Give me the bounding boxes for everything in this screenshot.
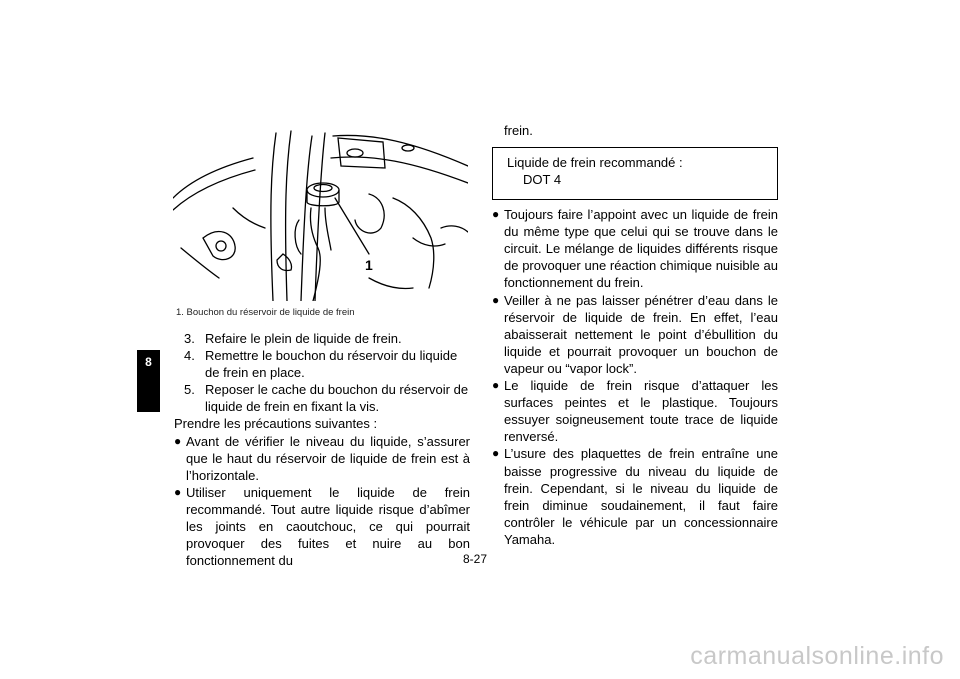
step-text: Refaire le plein de liquide de frein. [205, 331, 402, 346]
figure-caption: 1. Bouchon du réservoir de liquide de frein [176, 307, 355, 318]
recommended-fluid-box [492, 147, 778, 200]
bullet-item [492, 445, 778, 548]
figure-callout-label: 1 [365, 257, 373, 273]
bullet-icon: ● [174, 433, 182, 448]
bullet-icon: ● [492, 207, 500, 222]
chapter-tab [137, 350, 160, 412]
step-text: Remettre le bouchon du réservoir du liquide de frein en place. [205, 348, 458, 381]
bullet-text: L’usure des plaquettes de frein entraîne une baisse progressive du niveau du liquide de frein. Cependant, si le niveau du liquide de frein diminue soudainement, il faut faire contrôler le véhicule par un concessionnaire Yamaha. [504, 446, 778, 547]
bullet-text: Utiliser uniquement le liquide de frein recommandé. Tout autre liquide risque d’abîmer les joints en caoutchouc, ce qui pourrait provoquer des fuites et nuire au bon fonctionnement du [186, 484, 470, 569]
bullet-icon: ● [174, 484, 182, 499]
bullet-text: Toujours faire l’appoint avec un liquide de frein du même type que celui qui se trouve dans le circuit. Le mélange de liquides différents risque de provoquer une réaction chimique nuisible au fonctionnement du frein. [504, 207, 778, 291]
bullet-item [492, 206, 778, 291]
step-item [174, 347, 470, 381]
step-number: 5. [184, 382, 195, 398]
bullet-item [492, 377, 778, 445]
bullet-icon: ● [492, 378, 500, 393]
recommended-fluid-value: DOT 4 [523, 172, 562, 188]
left-column [174, 330, 470, 569]
brake-reservoir-illustration [173, 128, 468, 301]
step-item [174, 381, 470, 415]
step-number: 4. [184, 348, 195, 364]
bullet-item [174, 433, 470, 484]
watermark-text: carmanualsonline.info [690, 642, 944, 670]
precautions-intro: Prendre les précautions suivantes : [174, 416, 378, 432]
recommended-fluid-label: Liquide de frein recommandé : [507, 155, 683, 171]
page-number: 8-27 [463, 552, 488, 566]
bullet-text: Avant de vérifier le niveau du liquide, s’assurer que le haut du réservoir de liquide de frein est à l’horizontale. [186, 433, 470, 483]
chapter-number: 8 [145, 355, 152, 369]
step-item [174, 330, 470, 347]
bullet-item [174, 484, 470, 569]
bullet-text: Veiller à ne pas laisser pénétrer d’eau dans le réservoir de liquide de frein. En effet, l’eau abaisserait nettement le point d’ébullition du liquide et pourrait provoquer un bouchon de vapeur ou “vapor lock”. [504, 292, 778, 376]
bullet-item [492, 292, 778, 377]
continuation-text: frein. [504, 123, 533, 138]
step-number: 3. [184, 331, 195, 346]
bullet-text: Le liquide de frein risque d’attaquer les surfaces peintes et le plastique. Toujours essuyer soigneusement toute trace de liquide renversé. [504, 378, 778, 445]
bullet-icon: ● [492, 292, 500, 307]
bullet-icon: ● [492, 446, 500, 461]
step-text: Reposer le cache du bouchon du réservoir de liquide de frein en fixant la vis. [205, 382, 469, 415]
right-column [492, 122, 778, 548]
